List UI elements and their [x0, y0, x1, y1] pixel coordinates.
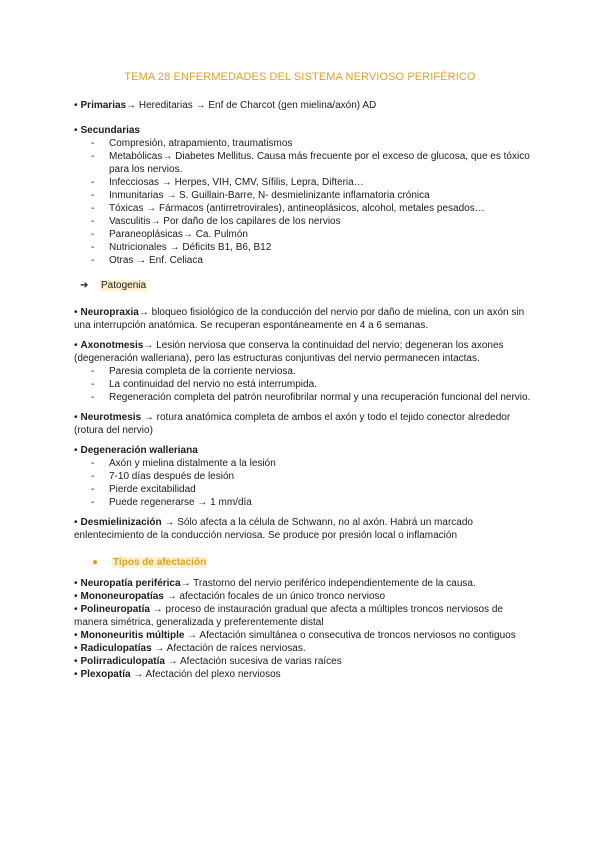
- list-item: - 7-10 días después de lesión: [91, 471, 235, 482]
- primarias-label: Primarias: [80, 100, 127, 111]
- list-item: - Tóxicas → Fármacos (antirretrovirales), antineoplásicos, alcohol, metales pesados…: [91, 203, 485, 214]
- neurotmesis-paragraph: • Neurotmesis → rotura anatómica completa de ambos el axón y todo el tejido conector alrededor (rotura del nervio): [74, 411, 534, 437]
- list-item: - Nutricionales → Déficits B1, B6, B12: [91, 242, 272, 253]
- arrow-icon: ➔: [80, 280, 89, 291]
- tipos-item: • Polirradiculopatía → Afectación sucesiva de varias raíces: [74, 655, 534, 668]
- document-content: [74, 99, 534, 681]
- page-title: TEMA 28 ENFERMEDADES DEL SISTEMA NERVIOSO PERIFÉRICO: [124, 71, 476, 83]
- list-item: - Vasculitis→ Por daño de los capilares de los nervios: [91, 216, 341, 227]
- list-item: - Metabólicas→ Diabetes Mellitus. Causa más frecuente por el exceso de glucosa, que es tóxico para los nervios.: [91, 151, 530, 175]
- list-item: - Paresia completa de la corriente nerviosa.: [91, 366, 296, 377]
- list-item: - Puede regenerarse → 1 mm/día: [91, 497, 252, 508]
- axonotmesis-list: [74, 365, 534, 404]
- bullet-dot-icon: ●: [92, 557, 99, 568]
- list-item: - La continuidad del nervio no está interrumpida.: [91, 379, 317, 390]
- neuropraxia-label: Neuropraxia: [80, 307, 139, 318]
- list-item: - Infecciosas → Herpes, VIH, CMV, Sífilis, Lepra, Difteria…: [91, 177, 364, 188]
- tipos-item: • Mononeuropatías → afectación focales de un único tronco nervioso: [74, 590, 534, 603]
- tipos-item: • Radiculopatías → Afectación de raíces nerviosas.: [74, 642, 534, 655]
- patogenia-heading: [74, 279, 534, 292]
- list-item: - Inmunitarias → S. Guillain-Barre, N- desmielinizante inflamatoria crónica: [91, 190, 430, 201]
- degeneracion-list: [74, 457, 534, 509]
- neurotmesis-label: Neurotmesis: [80, 412, 142, 423]
- desmielinizacion-paragraph: • Desmielinización → Sólo afecta a la célula de Schwann, no al axón. Habrá un marcado enlentecimiento de la conducción nerviosa. Se produce por presión local o inflamación: [74, 516, 534, 542]
- tipos-item: • Mononeuritis múltiple → Afectación simultánea o consecutiva de troncos nerviosos no contiguos: [74, 629, 534, 642]
- list-item: - Regeneración completa del patrón neurofibrilar normal y una recuperación funcional del nervio.: [91, 392, 531, 403]
- tipos-item: • Plexopatía → Afectación del plexo nerviosos: [74, 668, 534, 681]
- secundarias-label: Secundarias: [80, 125, 140, 136]
- axonotmesis-paragraph: • Axonotmesis→ Lesión nerviosa que conserva la continuidad del nervio; degeneran los axones (degeneración walleriana), pero las estructuras conjuntivas del nervio permanecen intactas.: [74, 339, 534, 365]
- list-item: - Compresión, atrapamiento, traumatismos: [91, 138, 293, 149]
- list-item: - Paraneoplásicas→ Ca. Pulmón: [91, 229, 248, 240]
- tipos-item: • Polineuropatía → proceso de instauración gradual que afecta a múltiples troncos nerviosos de manera simétrica, generalizada y preferentemente distal: [74, 603, 534, 629]
- list-item: - Otras → Enf. Celiaca: [91, 255, 203, 266]
- axonotmesis-label: Axonotmesis: [80, 340, 144, 351]
- tipos-label: Tipos de afectación: [113, 557, 207, 568]
- list-item: - Pierde excitabilidad: [91, 484, 196, 495]
- primarias-line: [74, 99, 534, 112]
- tipos-heading: [74, 556, 534, 569]
- primarias-text: → Hereditarias → Enf de Charcot (gen mielina/axón) AD: [126, 100, 377, 111]
- tipos-item: • Neuropatía periférica→ Trastorno del nervio periférico independientemente de la causa.: [74, 577, 534, 590]
- desmielinizacion-label: Desmielinización: [80, 517, 162, 528]
- degeneracion-heading: [74, 444, 534, 457]
- neuropraxia-paragraph: • Neuropraxia→ bloqueo fisiológico de la conducción del nervio por daño de mielina, con un axón sin una interrupción anatómica. Se recuperan espontáneamente en 4 a 6 semanas.: [74, 306, 534, 332]
- secundarias-heading: [74, 124, 534, 137]
- patogenia-label: Patogenia: [101, 280, 147, 291]
- secundarias-list: [74, 137, 534, 267]
- degeneracion-label: Degeneración walleriana: [80, 445, 198, 456]
- list-item: - Axón y mielina distalmente a la lesión: [91, 458, 276, 469]
